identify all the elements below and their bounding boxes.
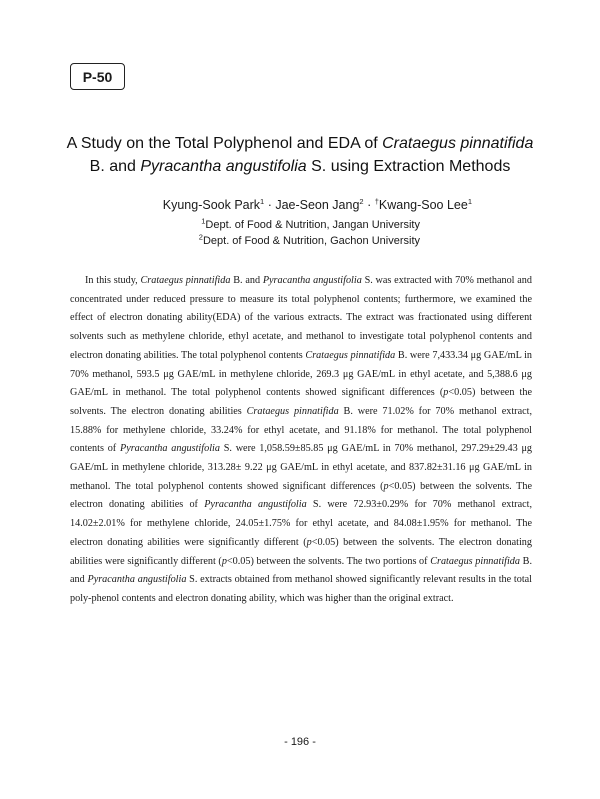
abstract-text: S. extracts obtained from methanol showed significantly relevant results in the total poly-phenol contents and electron donating ability, which was higher than the original extract. [70, 574, 532, 604]
italic-term: p [443, 387, 449, 399]
abstract-text: In this study, [85, 275, 141, 286]
poster-id-badge: P-50 [70, 63, 125, 90]
author-separator: · [363, 198, 375, 212]
affiliation-1: $^1$Dept. of Food & Nutrition, Jangan University [201, 216, 420, 231]
abstract-text: S. were 72.93±0.29% for 70% methanol extract, 14.02±2.01% for methylene chloride, 24.05±1.75% for ethyl acetate, and 84.08±1.95% for methanol. The electron donating abilities were significantly different ( [70, 499, 532, 548]
italic-term: p [221, 555, 227, 567]
author-name: Jae-Seon Jang [275, 198, 360, 212]
author-list [100, 198, 472, 212]
italic-term: Pyracantha angustifolia [262, 275, 362, 286]
abstract-text: S. was extracted with 70% methanol and concentrated under reduced pressure to measure its total polyphenol contents; furthermore, we examined the effect of electron donating ability(EDA) of the various extracts. The extract was fractionated using different solvents such as methylene chloride, ethyl acetate, and methanol to investigate total polyphenol contents and electron donating abilities. The total polyphenol contents [70, 275, 532, 361]
abstract-text: B. and [70, 555, 532, 586]
abstract-text: <0.05) between the solvents. The electron donating abilities of [70, 480, 532, 511]
author-name: Kwang-Soo Lee [378, 198, 468, 212]
abstract-text: B. and [230, 275, 263, 286]
page-number: - 196 - [284, 736, 316, 748]
abstract-text: <0.05) between the solvents. The electron donating abilities [70, 387, 532, 417]
abstract-text: B. were 71.02% for 70% methanol extract, 15.88% for methylene chloride, 33.24% for ethyl acetate, and 91.18% for methanol. The total polyphenol contents of [70, 405, 532, 455]
italic-term: p [383, 480, 389, 492]
italic-term: Crataegus pinnatifida [305, 349, 396, 361]
species-name: Crataegus pinnatifida [382, 135, 534, 152]
corresponding-author-mark: † [374, 196, 379, 206]
author-affiliation-mark: 2 [359, 196, 364, 206]
author-separator: · [264, 198, 276, 212]
italic-term: Crataegus pinnatifida [246, 405, 339, 417]
italic-term: Pyracantha angustifolia [204, 499, 307, 511]
abstract-text: <0.05) between the solvents. The two portions of [226, 555, 431, 567]
author-affiliation-mark: 1 [467, 196, 472, 206]
italic-term: Crataegus pinnatifida [140, 275, 231, 286]
paper-title [40, 132, 560, 178]
italic-term: Crataegus pinnatifida [430, 555, 520, 567]
title-line-2: B. and Pyracantha angustifolia S. using Extraction Methods [89, 158, 511, 175]
abstract-text: B. were 7,433.34 μg GAE/mL in 70% methanol, 593.5 μg GAE/mL in methylene chloride, 269.3 μg GAE/mL in ethyl acetate, and 5,388.6 μg GAE/mL in methanol. The total polyphenol contents showed significant differences ( [70, 349, 533, 399]
italic-term: Pyracantha angustifolia [87, 574, 187, 586]
italic-term: p [306, 536, 312, 548]
affiliation-2: $^2$Dept. of Food & Nutrition, Gachon University [198, 232, 420, 247]
author-affiliation-mark: 1 [260, 196, 265, 206]
author-name: Kyung-Sook Park [162, 198, 261, 212]
abstract-text: S. were 1,058.59±85.85 μg GAE/mL in 70% methanol, 297.29±29.43 μg GAE/mL in methylene chloride, 313.28± 9.22 μg GAE/mL in ethyl acetate, and 837.82±31.16 μg GAE/mL in methanol. The total polyphenol contents showed significant differences ( [70, 443, 533, 492]
title-line-1: A Study on the Total Polyphenol and EDA of Crataegus pinnatifida [66, 135, 534, 152]
abstract-text: <0.05) between the solvents. The electron donating abilities were significantly different ( [70, 536, 532, 567]
italic-term: Pyracantha angustifolia [119, 443, 220, 455]
species-name: Pyracantha angustifolia [140, 158, 307, 175]
abstract-body [70, 272, 532, 609]
